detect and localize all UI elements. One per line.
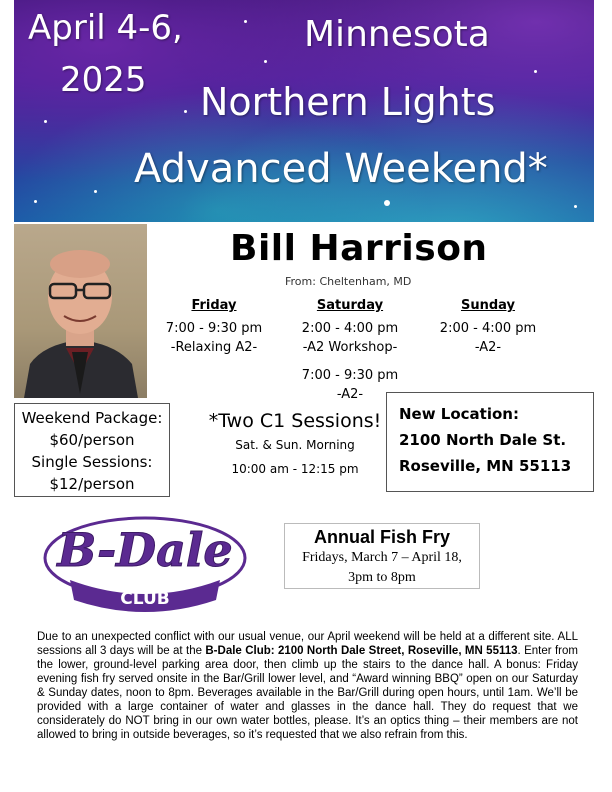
location-heading: New Location: <box>399 405 519 423</box>
pricing-box <box>14 403 170 497</box>
venue-notice <box>37 630 578 742</box>
fish-fry-hours: 3pm to 8pm <box>348 570 416 585</box>
session-type: -Relaxing A2- <box>170 340 258 355</box>
session-type: -A2- <box>474 340 502 355</box>
session-time: 2:00 - 4:00 pm <box>439 321 537 336</box>
svg-text:B-Dale: B-Dale <box>57 523 233 577</box>
header-banner <box>14 0 594 222</box>
fish-fry-box <box>284 523 480 589</box>
schedule-saturday <box>290 296 410 357</box>
session-time: 7:00 - 9:30 pm <box>301 368 399 383</box>
caller-hometown: From: Cheltenham, MD <box>285 275 412 288</box>
c1-sessions <box>200 410 390 476</box>
session-time: 2:00 - 4:00 pm <box>301 321 399 336</box>
location-box <box>386 392 594 492</box>
caller-name: Bill Harrison <box>230 228 488 269</box>
event-year: 2025 <box>60 60 147 100</box>
session-type: -A2- <box>336 387 364 402</box>
c1-time: 10:00 am - 12:15 pm <box>231 462 359 476</box>
bdale-club-logo <box>40 508 250 614</box>
day-label: Friday <box>191 298 237 313</box>
caller-photo <box>14 224 147 398</box>
notice-text-2: . Enter from the lower, ground-level parking area door, then climb up the stairs to the dance hall. A bonus: Friday evening fish fry served onsite in the Bar/Grill lower level, and “Award winning BBQ” open on our Saturday & Sunday dates, noon to 8pm. Beverages available in the Bar/Grill during open hours, until 1am. We’ll be provided with a large container of water and glasses in the dance hall. They do request that we considerately do NOT bring in our own water bottles, please. It’s an optics thing – their members are not allowed to bring in outside beverages, so it’s requested that we also refrain from this. <box>37 645 578 741</box>
svg-text:CLUB: CLUB <box>120 589 170 609</box>
session-type: -A2 Workshop- <box>302 340 398 355</box>
schedule-friday <box>154 296 274 357</box>
day-label: Sunday <box>460 298 516 313</box>
c1-days: Sat. & Sun. Morning <box>235 438 355 452</box>
weekend-package-price: $60/person <box>49 431 135 449</box>
notice-venue: B-Dale Club: 2100 North Dale Street, Roseville, MN 55113 <box>205 645 518 657</box>
notice-text-1: Due to an unexpected conflict with our usual venue, our April weekend will be held at a different site. ALL sessions all 3 days will be at the <box>37 631 578 657</box>
day-label: Saturday <box>316 298 384 313</box>
location-city: Roseville, MN 55113 <box>399 457 572 475</box>
title-line-3: Advanced Weekend* <box>134 146 548 192</box>
title-line-1: Minnesota <box>304 14 490 55</box>
session-time: 7:00 - 9:30 pm <box>165 321 263 336</box>
single-session-label: Single Sessions: <box>31 453 153 471</box>
event-date: April 4-6, <box>28 8 183 48</box>
title-line-2: Northern Lights <box>200 80 496 124</box>
weekend-package-label: Weekend Package: <box>21 409 163 427</box>
location-street: 2100 North Dale St. <box>399 431 567 449</box>
fish-fry-title: Annual Fish Fry <box>313 527 450 547</box>
single-session-price: $12/person <box>49 475 135 493</box>
fish-fry-dates: Fridays, March 7 – April 18, <box>302 550 462 565</box>
schedule-sunday <box>428 296 548 357</box>
c1-headline: *Two C1 Sessions! <box>208 410 382 432</box>
